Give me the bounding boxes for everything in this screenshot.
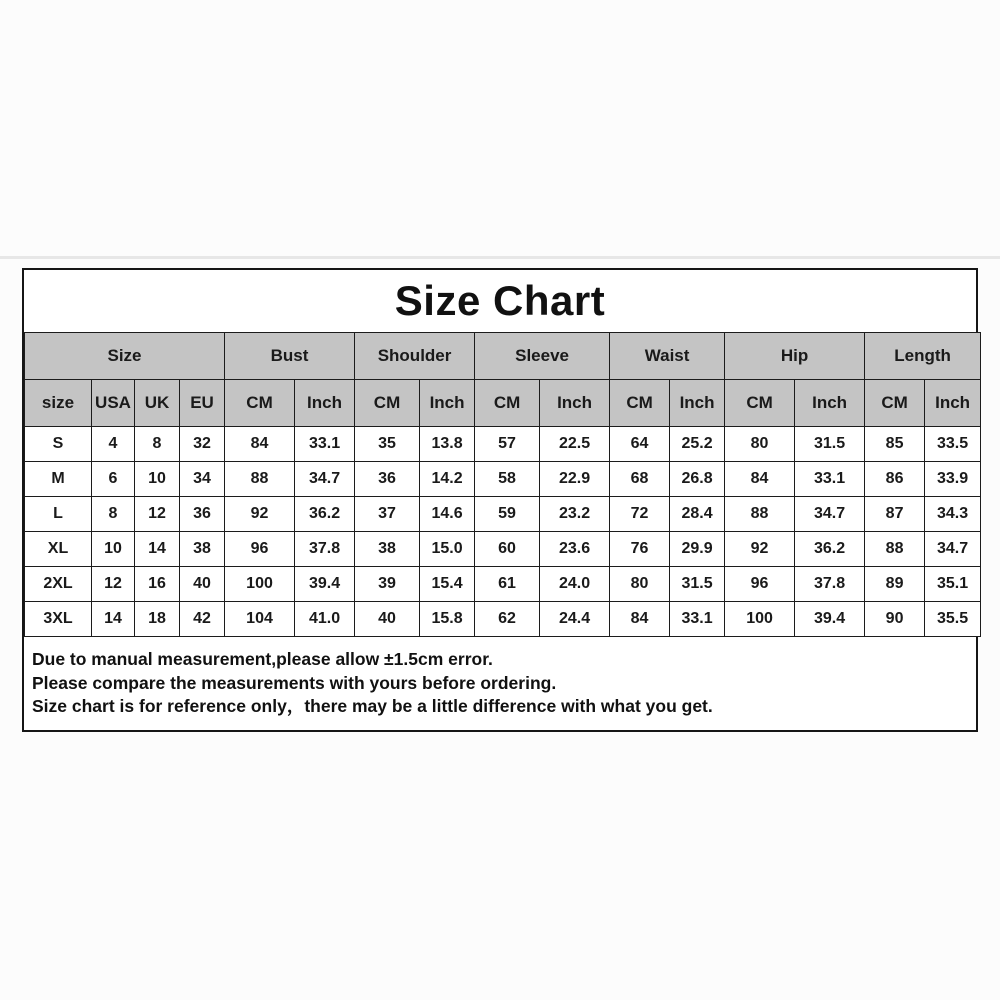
sub-header-cm: CM [865,380,925,427]
measurement-cell: 24.4 [540,602,610,637]
measurement-cell: 35 [355,427,420,462]
measurement-cell: 34.7 [795,497,865,532]
measurement-cell: 41.0 [295,602,355,637]
measurement-cell: 22.5 [540,427,610,462]
size-label-cell: M [25,462,92,497]
sub-header-inch: Inch [295,380,355,427]
table-row-l [25,497,981,532]
sub-header-usa: USA [92,380,135,427]
measurement-cell: 33.1 [295,427,355,462]
measurement-cell: 22.9 [540,462,610,497]
measurement-cell: 38 [355,532,420,567]
measurement-cell: 8 [135,427,180,462]
group-header-bust: Bust [225,333,355,380]
size-table [24,332,981,637]
table-row-xl [25,532,981,567]
measurement-cell: 14.2 [420,462,475,497]
measurement-cell: 62 [475,602,540,637]
measurement-cell: 104 [225,602,295,637]
measurement-cell: 33.1 [670,602,725,637]
measurement-cell: 92 [225,497,295,532]
measurement-cell: 57 [475,427,540,462]
measurement-cell: 76 [610,532,670,567]
measurement-cell: 12 [135,497,180,532]
notes [24,637,976,719]
measurement-cell: 40 [355,602,420,637]
measurement-cell: 36 [355,462,420,497]
group-header-shoulder: Shoulder [355,333,475,380]
measurement-cell: 39.4 [795,602,865,637]
measurement-cell: 84 [725,462,795,497]
size-label-cell: L [25,497,92,532]
measurement-cell: 34.7 [295,462,355,497]
measurement-cell: 61 [475,567,540,602]
measurement-cell: 12 [92,567,135,602]
measurement-cell: 29.9 [670,532,725,567]
size-label-cell: 2XL [25,567,92,602]
chart-title: Size Chart [394,277,606,324]
measurement-cell: 33.1 [795,462,865,497]
measurement-cell: 96 [725,567,795,602]
size-table-body [25,427,981,637]
sub-header-size: size [25,380,92,427]
measurement-cell: 34 [180,462,225,497]
measurement-cell: 38 [180,532,225,567]
measurement-cell: 35.1 [925,567,981,602]
sub-header-cm: CM [610,380,670,427]
measurement-cell: 24.0 [540,567,610,602]
measurement-cell: 89 [865,567,925,602]
measurement-cell: 10 [92,532,135,567]
measurement-cell: 14.6 [420,497,475,532]
measurement-cell: 84 [225,427,295,462]
measurement-cell: 16 [135,567,180,602]
measurement-cell: 8 [92,497,135,532]
measurement-cell: 42 [180,602,225,637]
group-header-sleeve: Sleeve [475,333,610,380]
measurement-cell: 14 [135,532,180,567]
measurement-cell: 84 [610,602,670,637]
sub-header-inch: Inch [670,380,725,427]
table-row-s [25,427,981,462]
sub-header-cm: CM [475,380,540,427]
measurement-cell: 33.5 [925,427,981,462]
measurement-cell: 31.5 [670,567,725,602]
measurement-cell: 40 [180,567,225,602]
measurement-cell: 88 [725,497,795,532]
group-header-hip: Hip [725,333,865,380]
size-table-head [25,333,981,427]
measurement-cell: 37.8 [295,532,355,567]
group-header-waist: Waist [610,333,725,380]
measurement-cell: 4 [92,427,135,462]
measurement-cell: 37.8 [795,567,865,602]
measurement-cell: 92 [725,532,795,567]
measurement-cell: 36.2 [295,497,355,532]
measurement-cell: 25.2 [670,427,725,462]
measurement-cell: 90 [865,602,925,637]
measurement-cell: 72 [610,497,670,532]
group-header-length: Length [865,333,981,380]
sub-header-cm: CM [225,380,295,427]
measurement-cell: 96 [225,532,295,567]
measurement-cell: 58 [475,462,540,497]
measurement-cell: 34.3 [925,497,981,532]
sub-header-inch: Inch [540,380,610,427]
measurement-cell: 15.8 [420,602,475,637]
scan-artifact-line [0,256,1000,259]
measurement-cell: 23.6 [540,532,610,567]
size-label-cell: S [25,427,92,462]
measurement-cell: 59 [475,497,540,532]
measurement-cell: 26.8 [670,462,725,497]
measurement-cell: 31.5 [795,427,865,462]
measurement-cell: 100 [725,602,795,637]
measurement-cell: 15.4 [420,567,475,602]
table-row-2xl [25,567,981,602]
measurement-cell: 68 [610,462,670,497]
table-row-3xl [25,602,981,637]
measurement-cell: 87 [865,497,925,532]
sub-header-inch: Inch [420,380,475,427]
table-row-m [25,462,981,497]
measurement-cell: 35.5 [925,602,981,637]
sub-header-inch: Inch [795,380,865,427]
measurement-cell: 6 [92,462,135,497]
measurement-cell: 14 [92,602,135,637]
measurement-cell: 39.4 [295,567,355,602]
sub-header-eu: EU [180,380,225,427]
note-line-3: Size chart is for reference only，there may be a little difference with what you get. [32,696,713,716]
sub-header-uk: UK [135,380,180,427]
measurement-cell: 36 [180,497,225,532]
group-header-row [25,333,981,380]
measurement-cell: 33.9 [925,462,981,497]
measurement-cell: 37 [355,497,420,532]
sub-header-row [25,380,981,427]
sub-header-cm: CM [725,380,795,427]
measurement-cell: 85 [865,427,925,462]
sub-header-cm: CM [355,380,420,427]
size-label-cell: 3XL [25,602,92,637]
note-line-2: Please compare the measurements with yours before ordering. [32,672,557,693]
measurement-cell: 23.2 [540,497,610,532]
measurement-cell: 36.2 [795,532,865,567]
measurement-cell: 15.0 [420,532,475,567]
measurement-cell: 60 [475,532,540,567]
group-header-size: Size [25,333,225,380]
note-line-1: Due to manual measurement,please allow ±1.5cm error. [32,649,493,669]
measurement-cell: 88 [865,532,925,567]
measurement-cell: 88 [225,462,295,497]
measurement-cell: 10 [135,462,180,497]
measurement-cell: 64 [610,427,670,462]
measurement-cell: 34.7 [925,532,981,567]
measurement-cell: 13.8 [420,427,475,462]
measurement-cell: 100 [225,567,295,602]
measurement-cell: 80 [610,567,670,602]
measurement-cell: 86 [865,462,925,497]
measurement-cell: 28.4 [670,497,725,532]
size-chart-panel [22,268,978,732]
sub-header-inch: Inch [925,380,981,427]
measurement-cell: 39 [355,567,420,602]
measurement-cell: 80 [725,427,795,462]
size-label-cell: XL [25,532,92,567]
measurement-cell: 32 [180,427,225,462]
measurement-cell: 18 [135,602,180,637]
